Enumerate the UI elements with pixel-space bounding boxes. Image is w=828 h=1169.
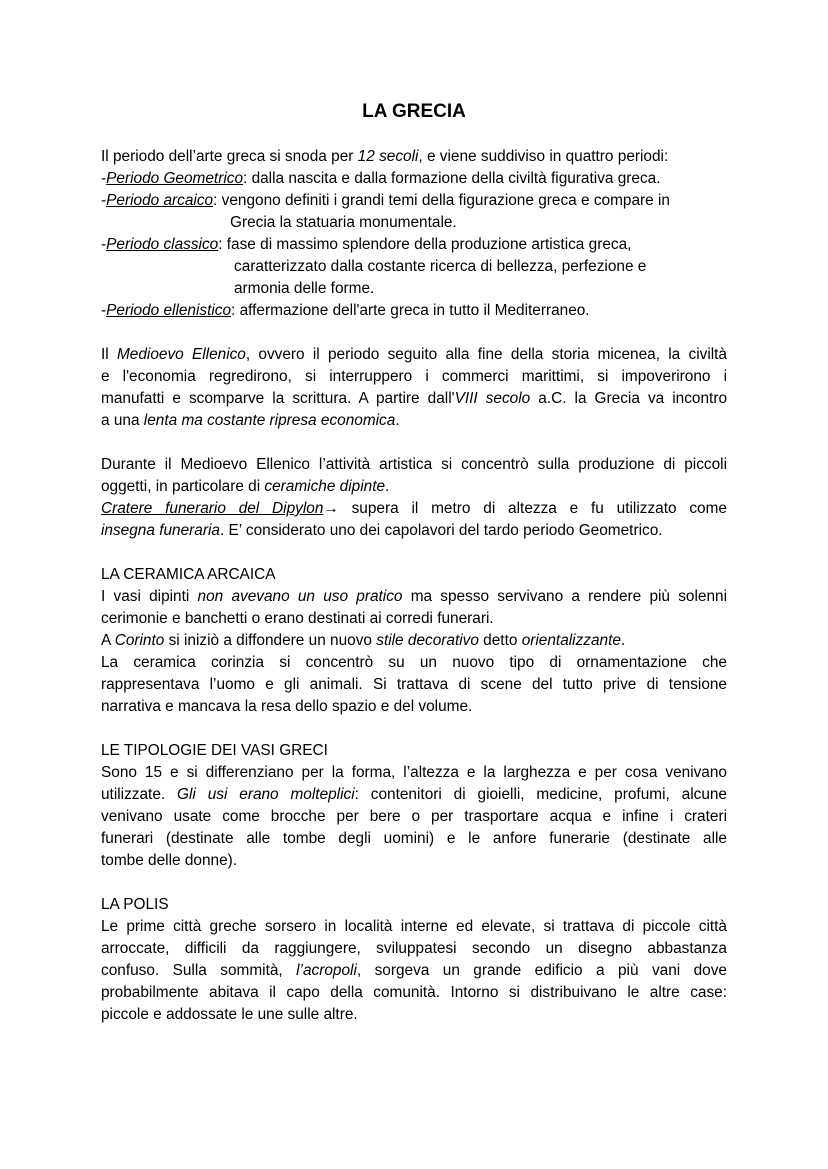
emphasis: ceramiche dipinte [264,478,386,495]
emphasis: non avevano un uso pratico [197,588,403,605]
text: detto [478,632,522,649]
paragraph-gap [101,542,727,564]
document-body [101,146,727,1026]
period-name: Periodo ellenistico [106,302,232,319]
tipologie-line: tombe delle donne). [101,852,238,869]
text: a una [101,412,144,429]
text: ma spesso servivano a rendere più solenni [402,588,727,605]
emphasis-underlined: Cratere funerario del Dipylon [101,500,324,517]
intro-emphasis: 12 secoli [357,148,419,165]
tipologie-line [101,784,727,806]
text: A [101,632,115,649]
tipologie-line: funerari (destinate alle tombe degli uomini) e le anfore funerarie (destinate alle [101,830,727,847]
section-heading: LA POLIS [101,896,169,913]
period-name: Periodo Geometrico [106,170,244,187]
text: . E’ considerato uno dei capolavori del tardo periodo Geometrico. [219,522,663,539]
text: , sorgeva un grande edificio a più vani dove [356,962,727,979]
text: → supera il metro di altezza e fu utilizzato come [323,500,727,517]
attivita-line [101,520,727,542]
ceramica-line [101,630,727,652]
period-ellenistico [101,300,727,322]
period-continuation: caratterizzato dalla costante ricerca di bellezza, perfezione e [234,258,647,275]
period-name: Periodo classico [106,236,219,253]
medioevo-line [101,410,727,432]
ceramica-line: narrativa e mancava la resa dello spazio e del volume. [101,698,473,715]
text: : contenitori di gioielli, medicine, profumi, alcune [354,786,727,803]
emphasis: insegna funeraria [101,522,220,539]
medioevo-line [101,388,727,410]
period-continuation: Grecia la statuaria monumentale. [230,214,457,231]
period-description: : affermazione dell'arte greca in tutto il Mediterraneo. [231,302,590,319]
text: si iniziò a diffondere un nuovo [164,632,377,649]
period-dash: - [101,302,107,319]
emphasis: stile decorativo [376,632,479,649]
emphasis: Gli usi erano molteplici [177,786,355,803]
period-arcaico [101,190,727,212]
text: . [395,412,400,429]
period-dash: - [101,192,107,209]
medioevo-line: e l'economia regredirono, si interruppero i commerci marittimi, si impoverirono i [101,368,727,385]
period-name: Periodo arcaico [106,192,214,209]
text: Il [101,346,117,363]
tipologie-line: venivano usate come brocche per bere o per trasportare acqua e infine i crateri [101,808,727,825]
page-title: LA GRECIA [362,101,466,122]
paragraph-gap [101,322,727,344]
period-continuation: armonia delle forme. [234,280,375,297]
intro-text: Il periodo dell’arte greca si snoda per [101,148,358,165]
intro-paragraph [101,146,727,168]
emphasis: VIII secolo [454,390,531,407]
polis-line: piccole e addossate le une sulle altre. [101,1006,358,1023]
period-description: : fase di massimo splendore della produzione artistica greca, [218,236,632,253]
emphasis: lenta ma costante ripresa economica [143,412,396,429]
polis-line: probabilmente abitava il capo della comunità. Intorno si distribuivano le altre case: [101,984,727,1001]
polis-line: Le prime città greche sorsero in località interne ed elevate, si trattava di piccole città [101,918,727,935]
paragraph-gap [101,432,727,454]
period-description: : dalla nascita e dalla formazione della civiltà figurativa greca. [243,170,661,187]
paragraph-gap [101,872,727,894]
period-description: : vengono definiti i grandi temi della figurazione greca e compare in [213,192,670,209]
text: I vasi dipinti [101,588,198,605]
tipologie-line: Sono 15 e si differenziano per la forma, l’altezza e la larghezza e per cosa venivano [101,764,727,781]
emphasis: l’acropoli [296,962,357,979]
paragraph-gap [101,718,727,740]
intro-text: , e viene suddiviso in quattro periodi: [418,148,669,165]
text: a.C. la Grecia va incontro [530,390,727,407]
text: oggetti, in particolare di [101,478,265,495]
attivita-line [101,476,727,498]
ceramica-line [101,586,727,608]
polis-line: arroccate, difficili da raggiungere, sviluppatesi secondo un disegno abbastanza [101,940,727,957]
ceramica-line: cerimonie e banchetti o erano destinati ai corredi funerari. [101,610,494,627]
emphasis: Corinto [114,632,165,649]
period-dash: - [101,236,107,253]
period-dash: - [101,170,107,187]
text: manufatti e scomparve la scrittura. A partire dall' [101,390,455,407]
period-geometrico [101,168,727,190]
attivita-line [101,498,727,520]
period-classico [101,234,727,256]
text: , ovvero il periodo seguito alla fine della storia micenea, la civiltà [245,346,727,363]
emphasis: orientalizzante [521,632,621,649]
medioevo-line [101,344,727,366]
text: utilizzate. [101,786,178,803]
text: . [620,632,626,649]
text: . [385,478,390,495]
emphasis: Medioevo Ellenico [116,346,246,363]
text: confuso. Sulla sommità, [101,962,297,979]
ceramica-line: La ceramica corinzia si concentrò su un nuovo tipo di ornamentazione che [101,654,727,671]
ceramica-line: rappresentava l’uomo e gli animali. Si trattava di scene del tutto prive di tensione [101,676,727,693]
attivita-line: Durante il Medioevo Ellenico l’attività artistica si concentrò sulla produzione di piccoli [101,456,727,473]
polis-line [101,960,727,982]
section-heading: LA CERAMICA ARCAICA [101,566,276,583]
section-heading: LE TIPOLOGIE DEI VASI GRECI [101,742,328,759]
